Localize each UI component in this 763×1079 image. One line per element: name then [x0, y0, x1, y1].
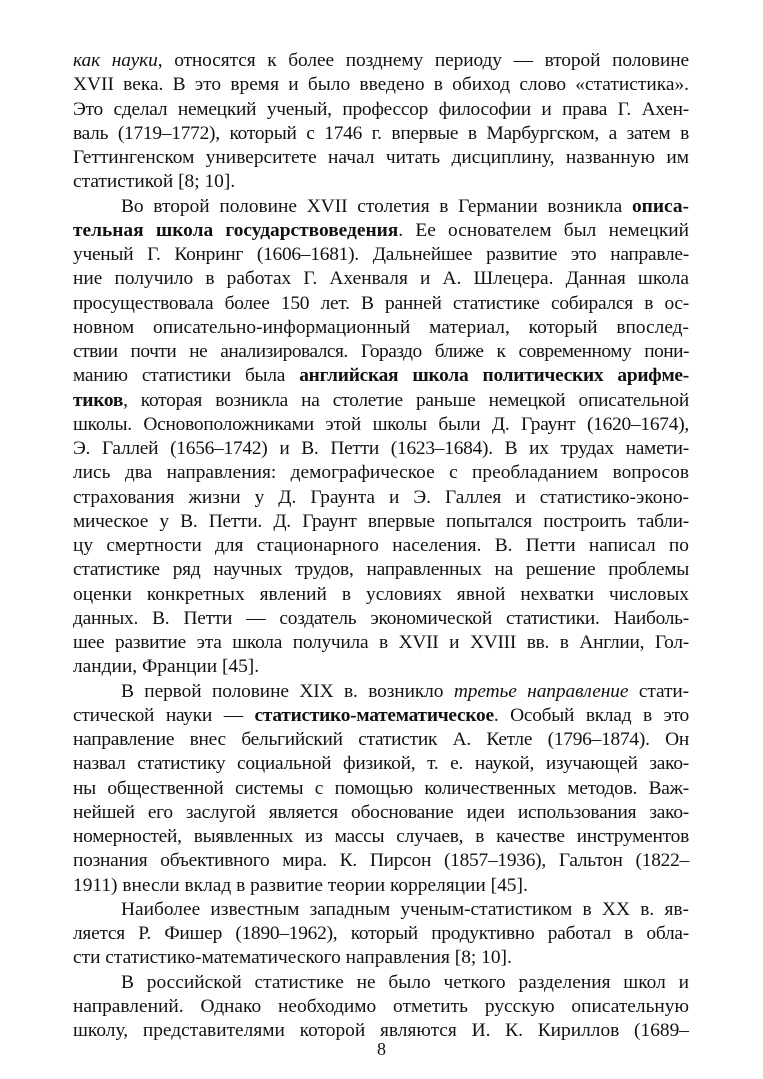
text-line: Во второй половине XVII столетия в Германии возникла описа-	[121, 195, 689, 217]
text-line: тиков, которая возникла на столетие раньше немецкой описательной	[73, 389, 689, 411]
bold-term: английская школа политических арифме-	[299, 365, 689, 387]
text-line: направление внес бельгийский статистик А. Кетле (1796–1874). Он	[73, 729, 689, 750]
text-line: статистике ряд научных трудов, направленных на решение проблемы	[73, 559, 689, 581]
text-line: номерностей, выявленных из массы случаев, в качестве инструментов	[73, 826, 689, 847]
text-line: шее развитие эта школа получила в XVII и XVIII вв. в Англии, Гол-	[73, 632, 689, 653]
text-line: Э. Галлей (1656–1742) и В. Петти (1623–1684). В их трудах намети-	[73, 438, 689, 459]
bold-term: статистико-математическое	[254, 704, 494, 726]
text-line: оценки конкретных явлений в условиях явной нехватки числовых	[73, 583, 689, 605]
text-line: мическое у В. Петти. Д. Граунт впервые попытался построить табли-	[73, 510, 689, 532]
text-line: манию статистики была английская школа политических арифме-	[73, 365, 689, 387]
text-line: ландии, Франции [45].	[73, 656, 260, 678]
text-line: сти статистико-математического направления [8; 10].	[73, 947, 512, 969]
text-line: новном описательно-информационный материал, который впослед-	[73, 316, 689, 338]
text-line: как науки, относятся к более позднему периоду — второй половине	[73, 50, 689, 71]
text-line: нейшей его заслугой является обоснование идеи использования зако-	[73, 801, 689, 823]
text-line: школу, представителями которой являются И. К. Кириллов (1689–	[73, 1020, 689, 1041]
text-line: просуществовала более 150 лет. В ранней статистике собирался в ос-	[73, 292, 689, 314]
bold-term: тельная школа государствоведения	[73, 219, 399, 241]
text-line: познания объективного мира. К. Пирсон (1857–1936), Гальтон (1822–	[73, 850, 689, 872]
italic-phrase: третье направление	[453, 680, 629, 702]
text-line: ние получило в работах Г. Ахенваля и А. Шлецера. Данная школа	[73, 268, 689, 290]
body-text	[73, 49, 689, 1043]
text-line: школы. Основоположниками этой школы были Д. Граунт (1620–1674),	[73, 413, 689, 435]
italic-phrase: как науки	[73, 50, 158, 71]
bold-term: тиков	[73, 389, 124, 411]
text-line: тельная школа государствоведения. Ее основателем был немецкий	[73, 219, 689, 241]
text-line: Наиболее известным западным ученым-статистиком в XX в. яв-	[121, 898, 689, 920]
text-line: Геттингенском университете начал читать дисциплину, названную им	[73, 147, 689, 168]
text-line: В первой половине XIX в. возникло третье направление стати-	[121, 680, 689, 702]
text-line: назвал статистику социальной физикой, т. е. наукой, изучающей зако-	[73, 753, 689, 775]
text-line: направлений. Однако необходимо отметить русскую описательную	[73, 995, 689, 1017]
text-line: данных. В. Петти — создатель экономической статистики. Наиболь-	[73, 607, 689, 629]
text-line: XVII века. В это время и было введено в обиход слово «статистика».	[73, 74, 689, 96]
text-line: стической науки — статистико-математическое. Особый вклад в это	[73, 704, 689, 726]
text-line: ствии почти не анализировался. Гораздо ближе к современному пони-	[73, 341, 689, 362]
text-line: лись два направления: демографическое с преобладанием вопросов	[73, 462, 689, 484]
text-line: Это сделал немецкий ученый, профессор философии и права Г. Ахен-	[73, 98, 689, 120]
text-line: ны общественной системы с помощью количественных методов. Важ-	[73, 777, 689, 799]
text-line: цу смертности для стационарного населения. В. Петти написал по	[73, 535, 689, 556]
text-line: статистикой [8; 10].	[73, 171, 236, 193]
text-line: валь (1719–1772), который с 1746 г. впервые в Марбургском, а затем в	[73, 122, 689, 144]
text-line: В российской статистике не было четкого разделения школ и	[121, 971, 689, 993]
page-number: 8	[377, 1039, 386, 1059]
text-line: страхования жизни у Д. Граунта и Э. Галлея и статистико-эконо-	[73, 486, 689, 508]
text-line: ученый Г. Конринг (1606–1681). Дальнейшее развитие это направле-	[73, 244, 689, 265]
text-line: ляется Р. Фишер (1890–1962), который продуктивно работал в обла-	[73, 923, 689, 944]
text-line: 1911) внесли вклад в развитие теории корреляции [45].	[73, 874, 528, 896]
bold-term: описа-	[631, 195, 689, 217]
